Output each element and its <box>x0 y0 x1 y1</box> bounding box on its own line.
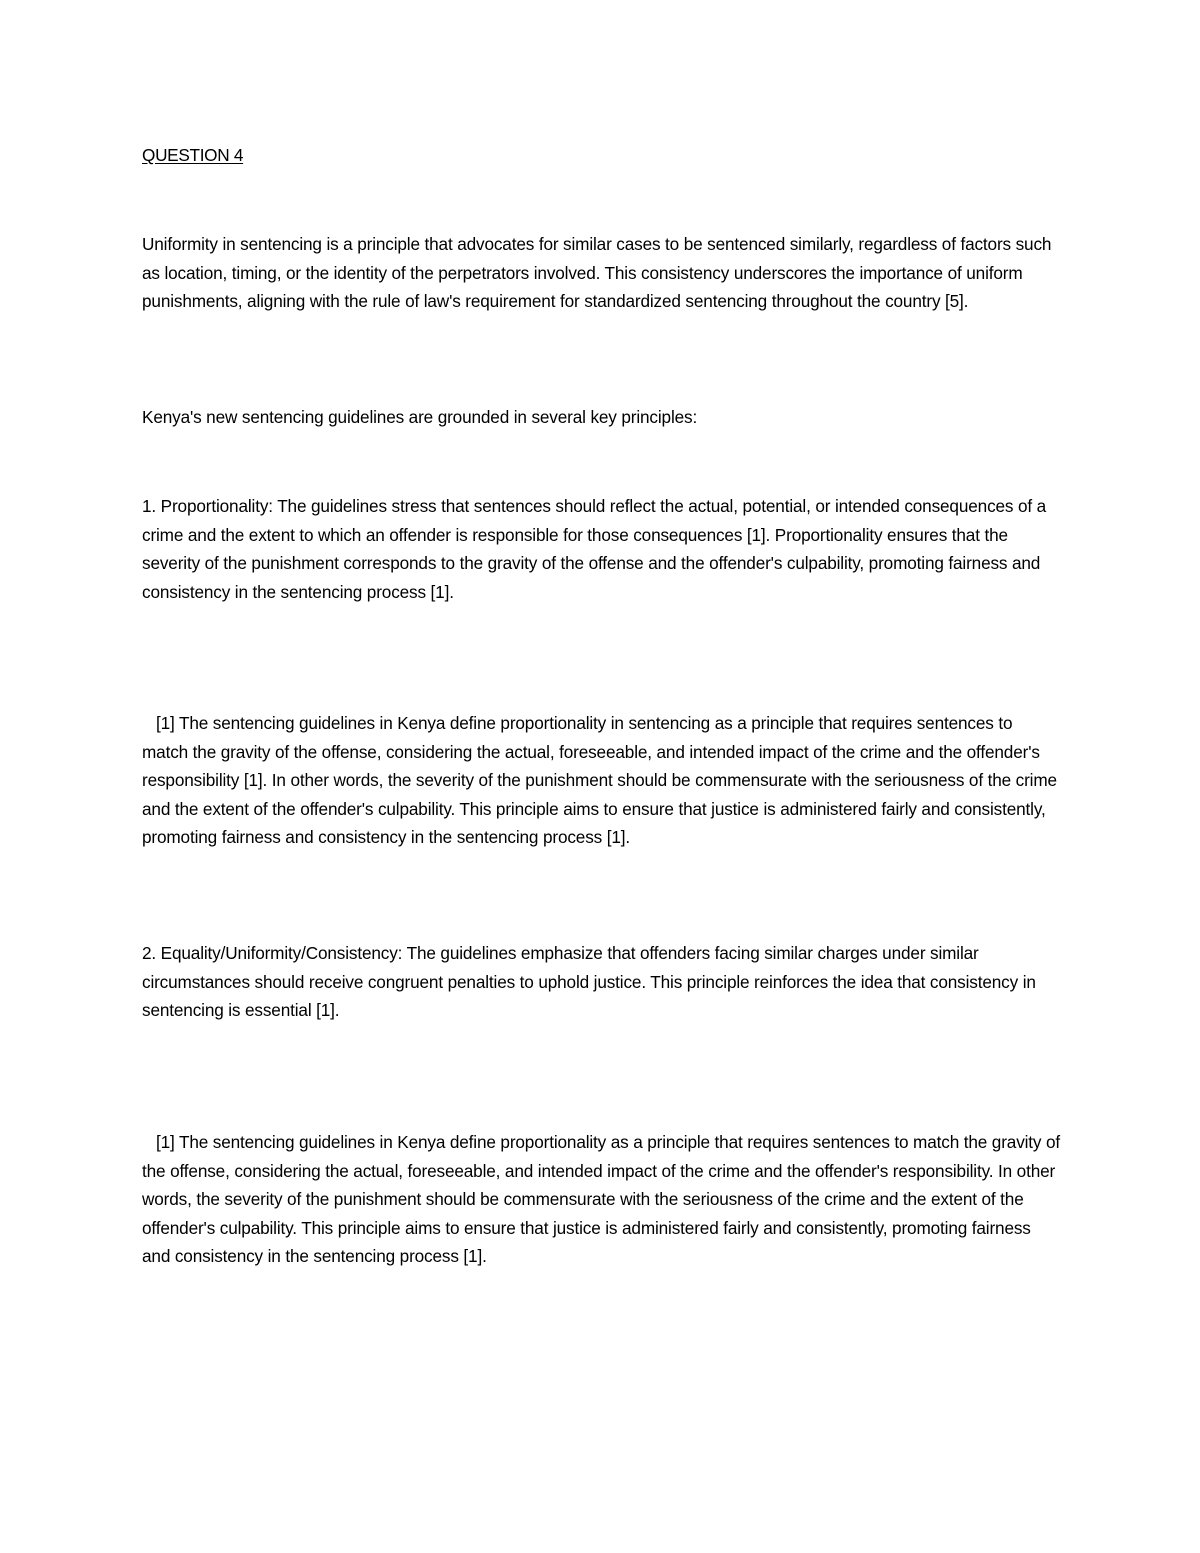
paragraph-equality: 2. Equality/Uniformity/Consistency: The guidelines emphasize that offenders facing similar charges under similar circumstances should receive congruent penalties to uphold justice. This principle reinforces the idea that consistency in sentencing is essential [1]. <box>142 943 1036 1021</box>
paragraph-proportionality: 1. Proportionality: The guidelines stress that sentences should reflect the actual, potential, or intended consequences of a crime and the extent to which an offender is responsible for those consequences [1]. Proportionality ensures that the severity of the punishment corresponds to the gravity of the offense and the offender's culpability, promoting fairness and consistency in the sentencing process [1]. <box>142 496 1047 602</box>
paragraph-principles-intro: Kenya's new sentencing guidelines are grounded in several key principles: <box>142 407 698 427</box>
note-proportionality-2: [1] The sentencing guidelines in Kenya define proportionality as a principle that requires sentences to match the gravity of the offense, considering the actual, foreseeable, and intended impact of the crime and the offender's responsibility. In other words, the severity of the punishment should be commensurate with the seriousness of the crime and the extent of the offender's culpability. This principle aims to ensure that justice is administered fairly and consistently, promoting fairness and consistency in the sentencing process [1]. <box>142 1132 1061 1267</box>
paragraph-uniformity: Uniformity in sentencing is a principle that advocates for similar cases to be sentenced similarly, regardless of factors such as location, timing, or the identity of the perpetrators involved. This consistency underscores the importance of uniform punishments, aligning with the rule of law's requirement for standardized sentencing throughout the country [5]. <box>142 234 1052 312</box>
note-proportionality-1: [1] The sentencing guidelines in Kenya define proportionality in sentencing as a principle that requires sentences to match the gravity of the offense, considering the actual, foreseeable, and intended impact of the crime and the offender's responsibility [1]. In other words, the severity of the punishment should be commensurate with the seriousness of the crime and the extent of the offender's culpability. This principle aims to ensure that justice is administered fairly and consistently, promoting fairness and consistency in the sentencing process [1]. <box>142 713 1057 848</box>
page-title: QUESTION 4 <box>142 145 244 165</box>
